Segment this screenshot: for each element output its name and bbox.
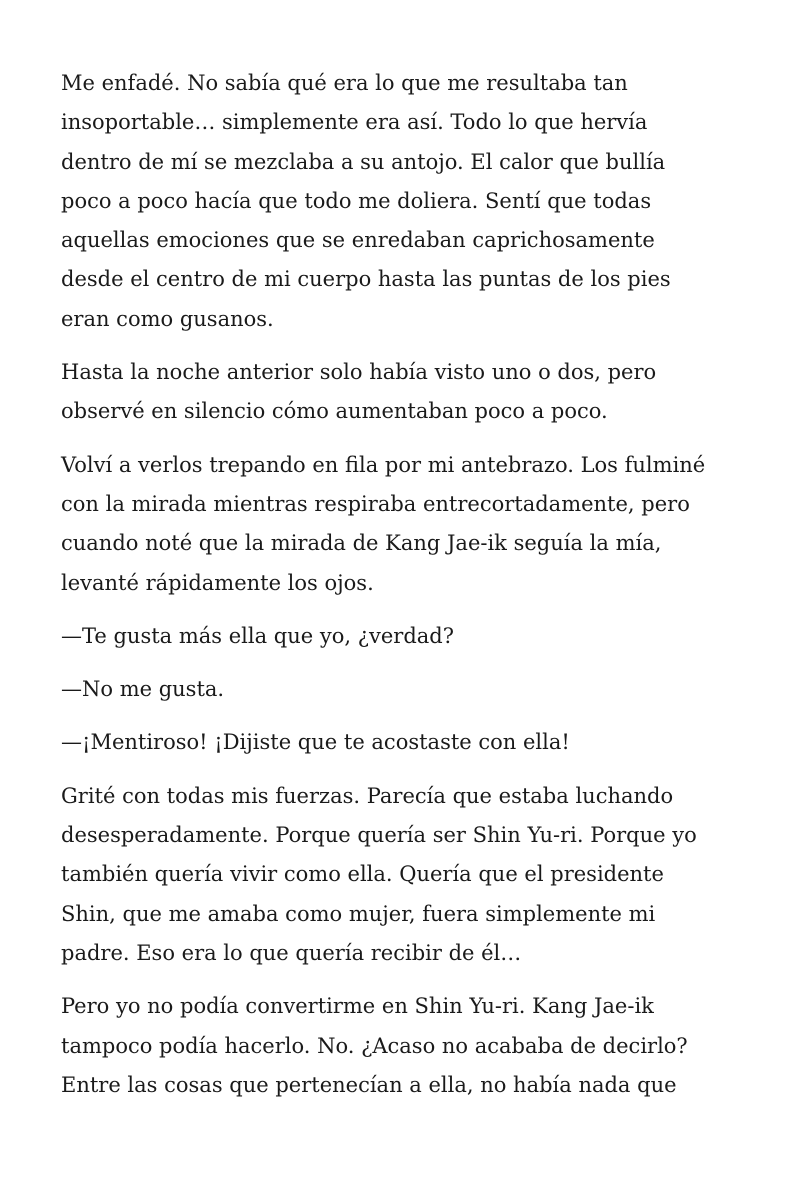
- dialogue-line: [61, 723, 751, 762]
- dialogue-line: [61, 617, 751, 656]
- page-body: [61, 64, 751, 1119]
- text-line: insoportable… simplemente era así. Todo lo que hervía: [61, 110, 648, 135]
- text-line: eran como gusanos.: [61, 306, 274, 331]
- paragraph: [61, 353, 751, 432]
- text-line: dentro de mí se mezclaba a su antojo. El calor que bullía: [61, 149, 666, 174]
- text-line: Entre las cosas que pertenecían a ella, no había nada que: [61, 1072, 677, 1097]
- text-line: también quería vivir como ella. Quería que el presidente: [61, 862, 664, 887]
- text-line: tampoco podía hacerlo. No. ¿Acaso no acababa de decirlo?: [61, 1033, 688, 1058]
- text-line: —No me gusta.: [61, 677, 225, 702]
- text-line: poco a poco hacía que todo me doliera. Sentí que todas: [61, 188, 652, 213]
- text-line: desesperadamente. Porque quería ser Shin Yu-ri. Porque yo: [61, 823, 697, 848]
- text-line: Shin, que me amaba como mujer, fuera simplemente mi: [61, 901, 656, 926]
- text-line: —¡Mentiroso! ¡Dijiste que te acostaste con ella!: [61, 730, 570, 755]
- text-line: Hasta la noche anterior solo había visto uno o dos, pero: [61, 360, 657, 385]
- text-line: Volví a verlos trepando en fila por mi antebrazo. Los fulminé: [61, 452, 706, 477]
- text-line: Grité con todas mis fuerzas. Parecía que estaba luchando: [61, 783, 674, 808]
- text-line: desde el centro de mi cuerpo hasta las puntas de los pies: [61, 267, 671, 292]
- text-line: —Te gusta más ella que yo, ¿verdad?: [61, 623, 454, 648]
- text-line: cuando noté que la mirada de Kang Jae-ik seguía la mía,: [61, 531, 662, 556]
- paragraph: [61, 987, 751, 1105]
- text-line: Me enfadé. No sabía qué era lo que me resultaba tan: [61, 71, 628, 95]
- text-line: levanté rápidamente los ojos.: [61, 570, 374, 595]
- text-line: aquellas emociones que se enredaban caprichosamente: [61, 228, 655, 253]
- text-line: padre. Eso era lo que quería recibir de él…: [61, 940, 522, 965]
- dialogue-line: [61, 670, 751, 709]
- text-line: con la mirada mientras respiraba entrecortadamente, pero: [61, 491, 690, 516]
- text-line: observé en silencio cómo aumentaban poco a poco.: [61, 399, 608, 424]
- paragraph: [61, 777, 751, 973]
- text-line: Pero yo no podía convertirme en Shin Yu-ri. Kang Jae-ik: [61, 994, 654, 1019]
- paragraph: [61, 64, 751, 339]
- paragraph: [61, 446, 751, 603]
